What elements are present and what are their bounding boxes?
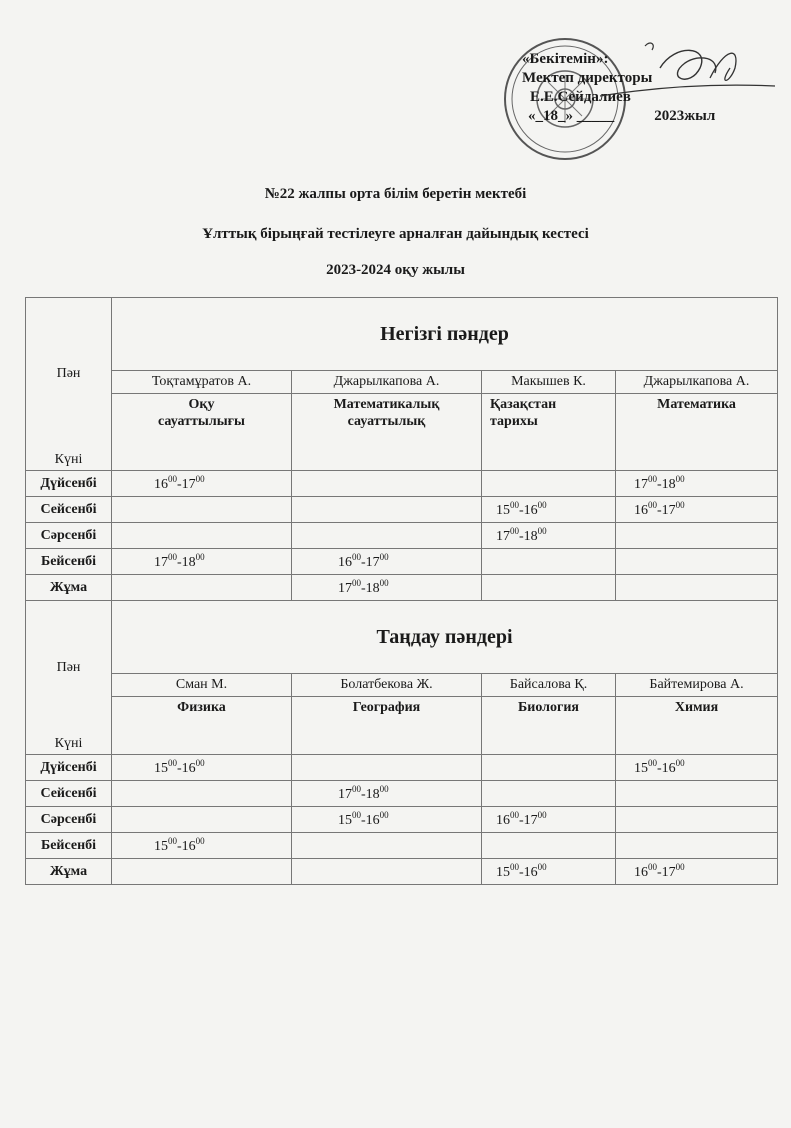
time-slot: $15^{00}-16^{00}$ <box>496 862 547 880</box>
teacher-cell: Байтемирова А. <box>616 674 778 697</box>
time-slot: $15^{00}-16^{00}$ <box>154 836 205 854</box>
subject-cell <box>292 394 482 471</box>
time-cell <box>292 575 482 601</box>
day-cell: Сәрсенбі <box>26 807 112 833</box>
time-cell <box>112 471 292 497</box>
corner-cell <box>26 601 112 755</box>
time-slot: $16^{00}-17^{00}$ <box>496 810 547 828</box>
corner-cell <box>26 298 112 471</box>
subject-line: сауаттылық <box>347 414 426 429</box>
subject-cell <box>482 394 616 471</box>
purpose-heading: Ұлттық бірыңғай тестілеуге арналған дайындық кестесі <box>202 226 589 242</box>
day-cell: Сейсенбі <box>26 497 112 523</box>
time-cell <box>616 833 778 859</box>
day-cell: Сейсенбі <box>26 781 112 807</box>
time-cell <box>482 497 616 523</box>
time-slot: $16^{00}-17^{00}$ <box>634 500 685 518</box>
time-cell <box>616 497 778 523</box>
time-cell <box>292 549 482 575</box>
time-cell <box>616 471 778 497</box>
approval-name: Е.Е.Сейдалиев <box>530 89 631 105</box>
time-cell <box>112 859 292 885</box>
schedule-row <box>26 575 778 601</box>
subject-cell: Физика <box>112 697 292 755</box>
time-cell <box>292 807 482 833</box>
approval-date-prefix: «_18_» _____ <box>528 108 615 124</box>
day-label: Күні <box>54 452 83 467</box>
elective-subjects-table <box>25 600 778 885</box>
time-cell <box>112 497 292 523</box>
time-slot: $15^{00}-16^{00}$ <box>496 500 547 518</box>
day-cell: Бейсенбі <box>26 549 112 575</box>
approval-position: Мектеп директоры <box>522 70 653 86</box>
time-cell <box>112 833 292 859</box>
time-cell <box>482 471 616 497</box>
approval-year: 2023жыл <box>654 108 716 124</box>
teacher-cell: Джарылкапова А. <box>292 371 482 394</box>
approval-date <box>522 107 715 126</box>
time-cell <box>112 781 292 807</box>
subject-cell: Химия <box>616 697 778 755</box>
time-cell <box>112 807 292 833</box>
day-cell: Сәрсенбі <box>26 523 112 549</box>
teacher-cell: Макышев К. <box>482 371 616 394</box>
time-cell <box>292 833 482 859</box>
time-cell <box>616 523 778 549</box>
subject-cell: География <box>292 697 482 755</box>
time-cell <box>616 755 778 781</box>
schedule-row <box>26 497 778 523</box>
time-cell <box>482 575 616 601</box>
time-cell <box>292 471 482 497</box>
subject-cell <box>616 394 778 471</box>
time-cell <box>292 781 482 807</box>
time-cell <box>482 807 616 833</box>
approval-title: «Бекітемін»: <box>522 51 609 67</box>
day-cell: Жұма <box>26 575 112 601</box>
teacher-cell: Болатбекова Ж. <box>292 674 482 697</box>
time-cell <box>112 523 292 549</box>
time-cell <box>292 859 482 885</box>
time-cell <box>482 755 616 781</box>
time-cell <box>482 523 616 549</box>
schedule-row <box>26 523 778 549</box>
time-slot: $15^{00}-16^{00}$ <box>634 758 685 776</box>
subject-cell <box>112 394 292 471</box>
day-cell: Дүйсенбі <box>26 755 112 781</box>
subject-line: Математика <box>657 397 736 412</box>
time-cell <box>112 755 292 781</box>
time-cell <box>292 523 482 549</box>
schedule-row <box>26 781 778 807</box>
time-cell <box>482 859 616 885</box>
time-slot: $17^{00}-18^{00}$ <box>338 784 389 802</box>
time-cell <box>292 755 482 781</box>
schedule-row <box>26 755 778 781</box>
time-cell <box>616 859 778 885</box>
time-slot: $17^{00}-18^{00}$ <box>154 552 205 570</box>
subject-line: Математикалық <box>333 397 440 412</box>
time-slot: $15^{00}-16^{00}$ <box>154 758 205 776</box>
time-slot: $16^{00}-17^{00}$ <box>338 552 389 570</box>
time-cell <box>616 807 778 833</box>
subject-label: Пән <box>56 659 81 675</box>
day-label: Күні <box>54 736 83 751</box>
elective-group-title: Таңдау пәндері <box>112 601 778 674</box>
day-cell: Бейсенбі <box>26 833 112 859</box>
day-cell: Жұма <box>26 859 112 885</box>
time-cell <box>616 575 778 601</box>
schedule-row <box>26 859 778 885</box>
subject-label: Пән <box>56 366 81 381</box>
year-heading: 2023-2024 оқу жылы <box>326 262 465 278</box>
school-heading: №22 жалпы орта білім беретін мектебі <box>264 186 527 202</box>
time-cell <box>616 781 778 807</box>
time-cell <box>482 833 616 859</box>
time-slot: $16^{00}-17^{00}$ <box>634 862 685 880</box>
subject-line: тарихы <box>490 414 538 429</box>
schedule-row <box>26 833 778 859</box>
time-cell <box>112 575 292 601</box>
time-slot: $17^{00}-18^{00}$ <box>634 474 685 492</box>
teacher-cell: Джарылкапова А. <box>616 371 778 394</box>
teacher-cell: Байсалова Қ. <box>482 674 616 697</box>
subject-line: Қазақстан <box>490 397 557 412</box>
time-cell <box>482 781 616 807</box>
time-slot: $17^{00}-18^{00}$ <box>496 526 547 544</box>
time-slot: $16^{00}-17^{00}$ <box>154 474 205 492</box>
subject-cell: Биология <box>482 697 616 755</box>
day-cell: Дүйсенбі <box>26 471 112 497</box>
director-signature-icon <box>590 38 780 108</box>
time-cell <box>482 549 616 575</box>
schedule-row <box>26 471 778 497</box>
subject-line: сауаттылығы <box>158 414 245 429</box>
schedule-row <box>26 807 778 833</box>
time-cell <box>112 549 292 575</box>
core-subjects-table <box>25 297 778 601</box>
time-cell <box>292 497 482 523</box>
time-slot: $15^{00}-16^{00}$ <box>338 810 389 828</box>
subject-line: Оқу <box>188 397 215 412</box>
schedule-row <box>26 549 778 575</box>
teacher-cell: Тоқтамұратов А. <box>112 371 292 394</box>
time-slot: $17^{00}-18^{00}$ <box>338 578 389 596</box>
teacher-cell: Сман М. <box>112 674 292 697</box>
time-cell <box>616 549 778 575</box>
core-group-title: Негізгі пәндер <box>112 298 778 371</box>
